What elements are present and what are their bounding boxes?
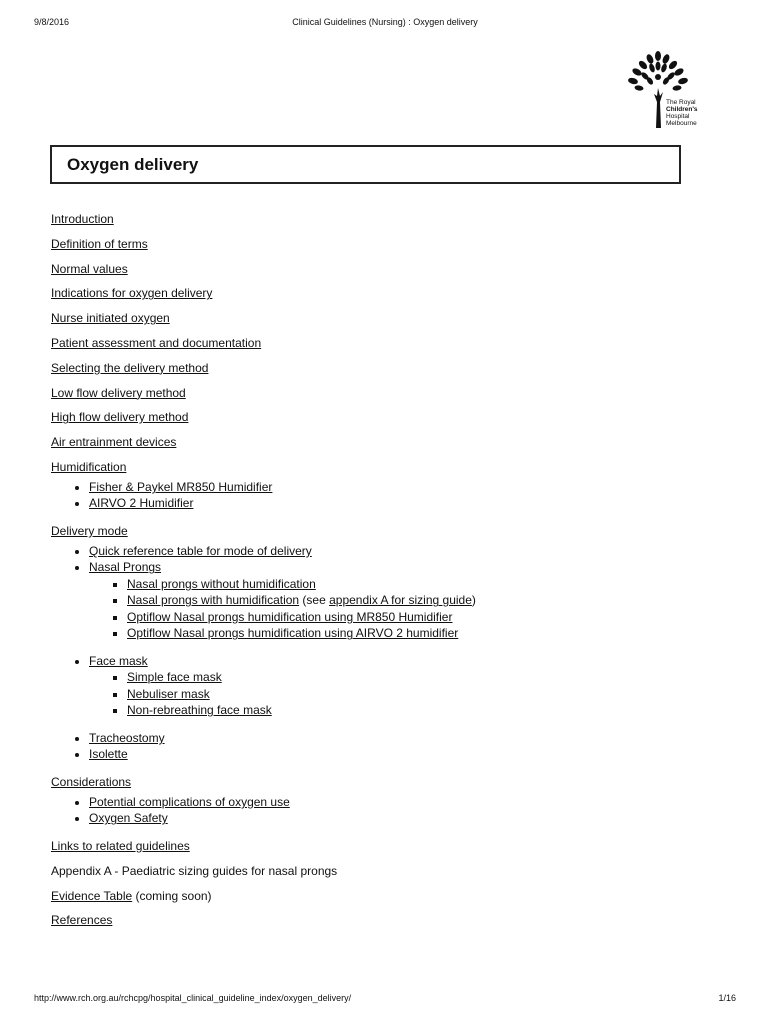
link-nasal-without-humidification[interactable]: Nasal prongs without humidification (127, 576, 316, 591)
page-title: Oxygen delivery (67, 155, 199, 174)
list-item (89, 810, 711, 827)
logo-line: The Royal (666, 99, 696, 106)
logo-line: Children's (666, 106, 698, 113)
print-title: Clinical Guidelines (Nursing) : Oxygen delivery (292, 17, 478, 27)
coming-soon-text: (coming soon) (132, 888, 212, 903)
list-item (89, 653, 711, 719)
list-item (89, 479, 711, 496)
print-footer (34, 993, 736, 1007)
link-high-flow[interactable]: High flow delivery method (51, 410, 189, 425)
humidification-list (51, 479, 711, 512)
link-delivery-mode[interactable]: Delivery mode (51, 523, 128, 538)
considerations-list (51, 794, 711, 827)
link-selecting-delivery-method[interactable]: Selecting the delivery method (51, 360, 209, 375)
link-normal-values[interactable]: Normal values (51, 261, 128, 276)
list-item (127, 592, 711, 609)
logo-line: Melbourne (666, 120, 697, 127)
print-url: http://www.rch.org.au/rchcpg/hospital_clinical_guideline_index/oxygen_delivery/ (34, 993, 352, 1003)
link-references[interactable]: References (51, 913, 113, 928)
list-item (127, 625, 711, 642)
link-nasal-with-humidification[interactable]: Nasal prongs with humidification (127, 593, 300, 608)
list-item (89, 794, 711, 811)
link-appendix-a[interactable]: appendix A for sizing guide (329, 593, 472, 608)
logo-line: Hospital (666, 113, 690, 120)
link-air-entrainment[interactable]: Air entrainment devices (51, 435, 177, 450)
list-item (89, 543, 711, 560)
title-box (50, 145, 681, 184)
link-optiflow-airvo[interactable]: Optiflow Nasal prongs humidification using AIRVO 2 humidifier (127, 626, 459, 641)
link-tracheostomy[interactable]: Tracheostomy (89, 730, 165, 745)
appendix-a-text: Appendix A - Paediatric sizing guides for nasal prongs (51, 863, 338, 878)
link-isolette[interactable]: Isolette (89, 747, 128, 762)
link-indications[interactable]: Indications for oxygen delivery (51, 286, 213, 301)
link-low-flow[interactable]: Low flow delivery method (51, 385, 186, 400)
link-humidification[interactable]: Humidification (51, 459, 127, 474)
page-number: 1/16 (718, 993, 736, 1003)
link-evidence-table[interactable]: Evidence Table (51, 888, 133, 903)
list-item (89, 730, 711, 747)
link-airvo2-humidifier[interactable]: AIRVO 2 Humidifier (89, 496, 194, 511)
list-item (127, 576, 711, 593)
list-item (127, 609, 711, 626)
print-date: 9/8/2016 (34, 17, 70, 27)
link-definition-of-terms[interactable]: Definition of terms (51, 236, 148, 251)
table-of-contents (51, 211, 711, 937)
nasal-prongs-list (89, 576, 711, 642)
list-item (127, 702, 711, 719)
link-mr850-humidifier[interactable]: Fisher & Paykel MR850 Humidifier (89, 479, 273, 494)
see-text: (see (299, 593, 330, 608)
link-nurse-initiated-oxygen[interactable]: Nurse initiated oxygen (51, 311, 170, 326)
link-oxygen-safety[interactable]: Oxygen Safety (89, 811, 168, 826)
list-item (127, 669, 711, 686)
print-header (34, 17, 736, 31)
face-mask-list (89, 669, 711, 719)
logo-text (666, 99, 698, 127)
link-quick-reference[interactable]: Quick reference table for mode of delivery (89, 543, 312, 558)
link-face-mask[interactable]: Face mask (89, 653, 148, 668)
list-item (89, 559, 711, 642)
list-item (89, 495, 711, 512)
link-optiflow-mr850[interactable]: Optiflow Nasal prongs humidification using MR850 Humidifier (127, 609, 453, 624)
link-simple-face-mask[interactable]: Simple face mask (127, 670, 222, 685)
link-related-guidelines[interactable]: Links to related guidelines (51, 838, 190, 853)
link-nasal-prongs[interactable]: Nasal Prongs (89, 560, 162, 575)
link-patient-assessment[interactable]: Patient assessment and documentation (51, 335, 262, 350)
close-paren: ) (471, 593, 476, 608)
list-item (89, 746, 711, 763)
link-nebuliser-mask[interactable]: Nebuliser mask (127, 686, 210, 701)
link-introduction[interactable]: Introduction (51, 212, 114, 226)
link-non-rebreathing-mask[interactable]: Non-rebreathing face mask (127, 703, 272, 718)
list-item (127, 686, 711, 703)
link-considerations[interactable]: Considerations (51, 774, 132, 789)
delivery-mode-list (51, 543, 711, 763)
link-potential-complications[interactable]: Potential complications of oxygen use (89, 794, 290, 809)
